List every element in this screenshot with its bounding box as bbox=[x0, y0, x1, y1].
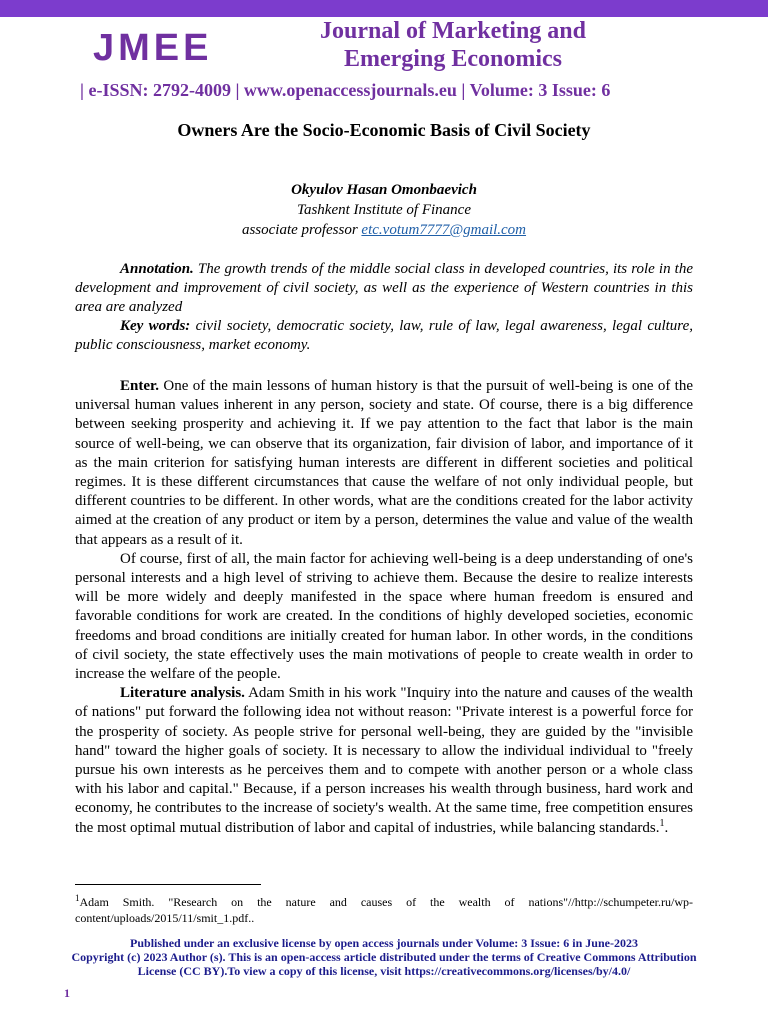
body-section bbox=[75, 377, 693, 838]
literature-label: Literature analysis. bbox=[120, 685, 245, 702]
keywords-paragraph bbox=[75, 317, 693, 355]
journal-title-line1: Journal of Marketing and bbox=[319, 18, 586, 44]
paragraph-literature-end: . bbox=[664, 819, 669, 836]
paragraph-enter bbox=[75, 377, 693, 550]
journal-logo: JMEE bbox=[93, 27, 213, 69]
author-affiliation: Tashkent Institute of Finance bbox=[296, 202, 471, 218]
author-position: associate professor bbox=[241, 222, 358, 238]
author-block bbox=[0, 180, 768, 240]
journal-title bbox=[300, 17, 606, 73]
keywords-text: civil society, democratic society, law, rule of law, legal awareness, legal culture, public consciousness, market economy. bbox=[75, 318, 694, 353]
footnote-text: Adam Smith. "Research on the nature and causes of the wealth of nations"//http://schumpeter.ru/wp-content/uploads/2015/11/smit_1.pdf.. bbox=[75, 895, 693, 925]
annotation-section bbox=[75, 260, 693, 355]
issn-line: | e-ISSN: 2792-4009 | www.openaccessjournals.eu | Volume: 3 Issue: 6 bbox=[80, 80, 611, 100]
annotation-text: The growth trends of the middle social class in developed countries, its role in the development and improvement of civil society, as well as the experience of Western countries in this area are analyzed bbox=[75, 261, 694, 315]
footnote-reference[interactable]: 1 bbox=[659, 817, 665, 829]
paragraph-wellbeing: Of course, first of all, the main factor for achieving well-being is a deep understanding of one's personal interests and a high level of striving to achieve them. Because the desire to realize interests will be more widely and deeply manifested in the space where human freedom is ensured and favorable conditions for work are created. In the conditions of highly developed societies, economic freedoms and broad conditions are initially created for human labor. In other words, in the conditions of civil society, the state effectively uses the main motivations of people to create wealth in order to increase the welfare of the people. bbox=[75, 550, 693, 683]
footnote-marker: 1 bbox=[75, 893, 80, 903]
license-line1: Published under an exclusive license by open access journals under Volume: 3 Issue: 6 in June-2023 bbox=[130, 936, 638, 950]
paper-title: Owners Are the Socio-Economic Basis of Civil Society bbox=[177, 120, 591, 140]
license-line2: Copyright (c) 2023 Author (s). This is an open-access article distributed under the terms of Creative Commons Attribution bbox=[71, 950, 697, 964]
enter-label: Enter. bbox=[120, 378, 160, 394]
paragraph-enter-text: One of the main lessons of human history is that the pursuit of well-being is one of the universal human values inherent in any person, society and state. Of course, there is a big difference between seeking prosperity and achieving it. If we pay attention to the fact that labor is the main source of well-being, we can observe that its organization, fair division of labor, and importance of it as the main criterion for satisfying human interests are different in different societies and political regimes. It is these different circumstances that cause the welfare of not only individual people, but different countries to be different. In other words, what are the conditions created for the labor activity aimed at the creation of any product or item by a person, determines the value and value of the wealth that appears as a result of it. bbox=[75, 378, 694, 548]
top-accent-bar bbox=[0, 0, 768, 17]
author-name: Okyulov Hasan Omonbaevich bbox=[291, 182, 477, 198]
license-footer bbox=[60, 936, 708, 978]
author-email-link[interactable]: etc.votum7777@gmail.com bbox=[361, 222, 527, 238]
page-number: 1 bbox=[64, 986, 70, 1000]
paragraph-literature bbox=[75, 684, 693, 838]
journal-title-line2: Emerging Economics bbox=[344, 46, 562, 72]
author-position-line bbox=[0, 220, 768, 240]
footnote-divider bbox=[75, 884, 261, 885]
annotation-paragraph bbox=[75, 260, 693, 317]
license-line3: License (CC BY).To view a copy of this license, visit https://creativecommons.org/licenses/by/4.0/ bbox=[137, 964, 631, 978]
annotation-label: Annotation. bbox=[120, 261, 194, 277]
paragraph-literature-text: Adam Smith in his work "Inquiry into the nature and causes of the wealth of nations" put forward the following idea not without reason: "Private interest is a powerful force for the prosperity of society. As people strive for personal well-being, they are guided by the "invisible hand" toward the higher goals of society. It is necessary to allow the individual individual to "freely pursue his own interests as he perceives them and to compete with another person or a whole class with his labor and capital." Because, if a person increases his wealth through business, hard work and economy, he contributes to the increase of society's wealth. At the same time, free competition ensures the most optimal mutual distribution of labor and capital of industries, while balancing standards. bbox=[75, 685, 693, 836]
footnote bbox=[75, 890, 693, 926]
keywords-label: Key words: bbox=[120, 318, 191, 334]
